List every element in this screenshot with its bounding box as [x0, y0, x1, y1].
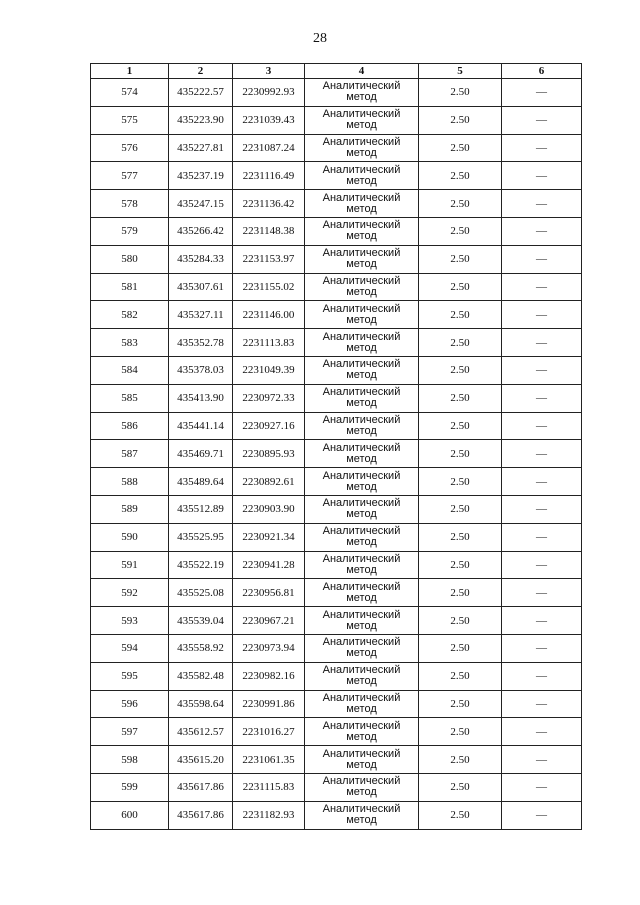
cell-note: — — [502, 662, 582, 690]
cell-point-number: 585 — [91, 384, 169, 412]
cell-x-coordinate: 435237.19 — [169, 162, 233, 190]
cell-y-coordinate: 2230927.16 — [233, 412, 305, 440]
cell-accuracy: 2.50 — [419, 690, 502, 718]
table-row — [91, 134, 582, 162]
table-row — [91, 634, 582, 662]
cell-x-coordinate: 435512.89 — [169, 495, 233, 523]
cell-y-coordinate: 2230992.93 — [233, 79, 305, 107]
cell-accuracy: 2.50 — [419, 662, 502, 690]
cell-note: — — [502, 301, 582, 329]
table-row — [91, 412, 582, 440]
cell-point-number: 586 — [91, 412, 169, 440]
cell-note: — — [502, 579, 582, 607]
cell-x-coordinate: 435539.04 — [169, 607, 233, 635]
cell-accuracy: 2.50 — [419, 523, 502, 551]
cell-point-number: 600 — [91, 801, 169, 829]
cell-accuracy: 2.50 — [419, 217, 502, 245]
cell-accuracy: 2.50 — [419, 190, 502, 218]
table-row — [91, 801, 582, 829]
cell-point-number: 577 — [91, 162, 169, 190]
header-col-1: 1 — [91, 64, 169, 79]
cell-method — [305, 412, 419, 440]
method-text: Аналитический метод — [322, 80, 401, 104]
table-header-row — [91, 64, 582, 79]
method-text: Аналитический метод — [322, 441, 401, 465]
cell-accuracy: 2.50 — [419, 718, 502, 746]
table-row — [91, 690, 582, 718]
cell-method — [305, 329, 419, 357]
cell-y-coordinate: 2230892.61 — [233, 468, 305, 496]
cell-note: — — [502, 607, 582, 635]
cell-y-coordinate: 2231155.02 — [233, 273, 305, 301]
method-text: Аналитический метод — [322, 330, 401, 354]
cell-note: — — [502, 440, 582, 468]
method-text: Аналитический метод — [322, 108, 401, 132]
method-text: Аналитический метод — [322, 636, 401, 660]
cell-note: — — [502, 718, 582, 746]
table-row — [91, 440, 582, 468]
cell-y-coordinate: 2231049.39 — [233, 356, 305, 384]
cell-note: — — [502, 106, 582, 134]
cell-accuracy: 2.50 — [419, 245, 502, 273]
cell-x-coordinate: 435227.81 — [169, 134, 233, 162]
cell-accuracy: 2.50 — [419, 579, 502, 607]
cell-y-coordinate: 2230973.94 — [233, 634, 305, 662]
cell-y-coordinate: 2230972.33 — [233, 384, 305, 412]
cell-x-coordinate: 435378.03 — [169, 356, 233, 384]
cell-point-number: 581 — [91, 273, 169, 301]
cell-method — [305, 217, 419, 245]
header-col-5: 5 — [419, 64, 502, 79]
table-body — [91, 79, 582, 830]
cell-point-number: 589 — [91, 495, 169, 523]
cell-x-coordinate: 435525.95 — [169, 523, 233, 551]
cell-y-coordinate: 2230903.90 — [233, 495, 305, 523]
cell-note: — — [502, 412, 582, 440]
cell-method — [305, 134, 419, 162]
cell-method — [305, 162, 419, 190]
table-row — [91, 356, 582, 384]
cell-accuracy: 2.50 — [419, 329, 502, 357]
cell-accuracy: 2.50 — [419, 607, 502, 635]
table-row — [91, 718, 582, 746]
cell-note: — — [502, 801, 582, 829]
method-text: Аналитический метод — [322, 803, 401, 827]
cell-x-coordinate: 435469.71 — [169, 440, 233, 468]
cell-accuracy: 2.50 — [419, 746, 502, 774]
cell-note: — — [502, 162, 582, 190]
table-row — [91, 746, 582, 774]
cell-x-coordinate: 435352.78 — [169, 329, 233, 357]
method-text: Аналитический метод — [322, 302, 401, 326]
method-text: Аналитический метод — [322, 691, 401, 715]
header-col-6: 6 — [502, 64, 582, 79]
method-text: Аналитический метод — [322, 664, 401, 688]
cell-point-number: 590 — [91, 523, 169, 551]
header-col-4: 4 — [305, 64, 419, 79]
cell-method — [305, 301, 419, 329]
cell-accuracy: 2.50 — [419, 356, 502, 384]
cell-note: — — [502, 217, 582, 245]
cell-x-coordinate: 435247.15 — [169, 190, 233, 218]
cell-x-coordinate: 435489.64 — [169, 468, 233, 496]
table-row — [91, 579, 582, 607]
cell-note: — — [502, 190, 582, 218]
table-row — [91, 468, 582, 496]
cell-note: — — [502, 245, 582, 273]
cell-accuracy: 2.50 — [419, 551, 502, 579]
cell-accuracy: 2.50 — [419, 273, 502, 301]
cell-x-coordinate: 435558.92 — [169, 634, 233, 662]
cell-method — [305, 579, 419, 607]
cell-method — [305, 384, 419, 412]
cell-point-number: 595 — [91, 662, 169, 690]
cell-method — [305, 634, 419, 662]
cell-point-number: 578 — [91, 190, 169, 218]
table-row — [91, 79, 582, 107]
cell-y-coordinate: 2231182.93 — [233, 801, 305, 829]
cell-y-coordinate: 2231061.35 — [233, 746, 305, 774]
cell-accuracy: 2.50 — [419, 301, 502, 329]
method-text: Аналитический метод — [322, 358, 401, 382]
method-text: Аналитический метод — [322, 580, 401, 604]
cell-y-coordinate: 2231116.49 — [233, 162, 305, 190]
cell-x-coordinate: 435222.57 — [169, 79, 233, 107]
cell-method — [305, 468, 419, 496]
method-text: Аналитический метод — [322, 135, 401, 159]
cell-method — [305, 440, 419, 468]
cell-point-number: 588 — [91, 468, 169, 496]
cell-point-number: 579 — [91, 217, 169, 245]
cell-accuracy: 2.50 — [419, 440, 502, 468]
header-col-3: 3 — [233, 64, 305, 79]
table-row — [91, 273, 582, 301]
cell-note: — — [502, 356, 582, 384]
cell-point-number: 593 — [91, 607, 169, 635]
cell-note: — — [502, 329, 582, 357]
method-text: Аналитический метод — [322, 274, 401, 298]
coordinates-table — [90, 63, 582, 830]
cell-x-coordinate: 435617.86 — [169, 773, 233, 801]
cell-note: — — [502, 634, 582, 662]
cell-accuracy: 2.50 — [419, 495, 502, 523]
cell-y-coordinate: 2231146.00 — [233, 301, 305, 329]
cell-note: — — [502, 79, 582, 107]
table-row — [91, 106, 582, 134]
page-number: 28 — [313, 31, 327, 46]
cell-note: — — [502, 551, 582, 579]
cell-note: — — [502, 495, 582, 523]
cell-note: — — [502, 134, 582, 162]
cell-method — [305, 79, 419, 107]
cell-y-coordinate: 2231087.24 — [233, 134, 305, 162]
cell-method — [305, 773, 419, 801]
cell-point-number: 598 — [91, 746, 169, 774]
cell-x-coordinate: 435582.48 — [169, 662, 233, 690]
cell-x-coordinate: 435617.86 — [169, 801, 233, 829]
cell-method — [305, 690, 419, 718]
cell-point-number: 594 — [91, 634, 169, 662]
method-text: Аналитический метод — [322, 775, 401, 799]
cell-method — [305, 718, 419, 746]
cell-method — [305, 190, 419, 218]
header-col-2: 2 — [169, 64, 233, 79]
method-text: Аналитический метод — [322, 525, 401, 549]
cell-method — [305, 607, 419, 635]
cell-accuracy: 2.50 — [419, 384, 502, 412]
method-text: Аналитический метод — [322, 719, 401, 743]
cell-x-coordinate: 435266.42 — [169, 217, 233, 245]
cell-method — [305, 273, 419, 301]
cell-y-coordinate: 2230956.81 — [233, 579, 305, 607]
table-row — [91, 523, 582, 551]
table-row — [91, 162, 582, 190]
cell-point-number: 584 — [91, 356, 169, 384]
cell-method — [305, 245, 419, 273]
cell-accuracy: 2.50 — [419, 468, 502, 496]
cell-accuracy: 2.50 — [419, 773, 502, 801]
cell-x-coordinate: 435441.14 — [169, 412, 233, 440]
cell-method — [305, 801, 419, 829]
cell-x-coordinate: 435284.33 — [169, 245, 233, 273]
table-row — [91, 773, 582, 801]
cell-x-coordinate: 435327.11 — [169, 301, 233, 329]
method-text: Аналитический метод — [322, 219, 401, 243]
cell-note: — — [502, 690, 582, 718]
method-text: Аналитический метод — [322, 413, 401, 437]
cell-y-coordinate: 2231148.38 — [233, 217, 305, 245]
cell-x-coordinate: 435522.19 — [169, 551, 233, 579]
cell-point-number: 576 — [91, 134, 169, 162]
cell-x-coordinate: 435223.90 — [169, 106, 233, 134]
cell-method — [305, 662, 419, 690]
method-text: Аналитический метод — [322, 552, 401, 576]
cell-point-number: 597 — [91, 718, 169, 746]
cell-accuracy: 2.50 — [419, 634, 502, 662]
cell-point-number: 599 — [91, 773, 169, 801]
cell-y-coordinate: 2231115.83 — [233, 773, 305, 801]
cell-accuracy: 2.50 — [419, 412, 502, 440]
cell-x-coordinate: 435598.64 — [169, 690, 233, 718]
table-row — [91, 301, 582, 329]
cell-method — [305, 356, 419, 384]
cell-point-number: 596 — [91, 690, 169, 718]
cell-x-coordinate: 435413.90 — [169, 384, 233, 412]
cell-y-coordinate: 2231016.27 — [233, 718, 305, 746]
method-text: Аналитический метод — [322, 608, 401, 632]
cell-point-number: 587 — [91, 440, 169, 468]
cell-y-coordinate: 2231113.83 — [233, 329, 305, 357]
cell-method — [305, 746, 419, 774]
cell-x-coordinate: 435612.57 — [169, 718, 233, 746]
cell-method — [305, 523, 419, 551]
cell-point-number: 591 — [91, 551, 169, 579]
method-text: Аналитический метод — [322, 386, 401, 410]
cell-accuracy: 2.50 — [419, 801, 502, 829]
cell-y-coordinate: 2230991.86 — [233, 690, 305, 718]
cell-method — [305, 495, 419, 523]
cell-y-coordinate: 2231039.43 — [233, 106, 305, 134]
cell-y-coordinate: 2230921.34 — [233, 523, 305, 551]
table-row — [91, 662, 582, 690]
cell-point-number: 574 — [91, 79, 169, 107]
cell-note: — — [502, 273, 582, 301]
method-text: Аналитический метод — [322, 747, 401, 771]
table-row — [91, 495, 582, 523]
cell-x-coordinate: 435525.08 — [169, 579, 233, 607]
cell-y-coordinate: 2230895.93 — [233, 440, 305, 468]
method-text: Аналитический метод — [322, 247, 401, 271]
method-text: Аналитический метод — [322, 469, 401, 493]
cell-note: — — [502, 746, 582, 774]
cell-point-number: 582 — [91, 301, 169, 329]
cell-x-coordinate: 435307.61 — [169, 273, 233, 301]
cell-accuracy: 2.50 — [419, 106, 502, 134]
cell-y-coordinate: 2231153.97 — [233, 245, 305, 273]
cell-y-coordinate: 2230941.28 — [233, 551, 305, 579]
method-text: Аналитический метод — [322, 191, 401, 215]
cell-note: — — [502, 384, 582, 412]
table-row — [91, 245, 582, 273]
cell-accuracy: 2.50 — [419, 134, 502, 162]
cell-method — [305, 106, 419, 134]
method-text: Аналитический метод — [322, 163, 401, 187]
cell-method — [305, 551, 419, 579]
cell-accuracy: 2.50 — [419, 79, 502, 107]
cell-accuracy: 2.50 — [419, 162, 502, 190]
cell-note: — — [502, 468, 582, 496]
cell-y-coordinate: 2230967.21 — [233, 607, 305, 635]
table-row — [91, 551, 582, 579]
cell-x-coordinate: 435615.20 — [169, 746, 233, 774]
table-row — [91, 190, 582, 218]
cell-y-coordinate: 2231136.42 — [233, 190, 305, 218]
method-text: Аналитический метод — [322, 497, 401, 521]
table-row — [91, 607, 582, 635]
cell-point-number: 592 — [91, 579, 169, 607]
cell-point-number: 583 — [91, 329, 169, 357]
cell-point-number: 580 — [91, 245, 169, 273]
cell-note: — — [502, 773, 582, 801]
table-row — [91, 217, 582, 245]
cell-y-coordinate: 2230982.16 — [233, 662, 305, 690]
cell-point-number: 575 — [91, 106, 169, 134]
table-row — [91, 329, 582, 357]
cell-note: — — [502, 523, 582, 551]
table-row — [91, 384, 582, 412]
